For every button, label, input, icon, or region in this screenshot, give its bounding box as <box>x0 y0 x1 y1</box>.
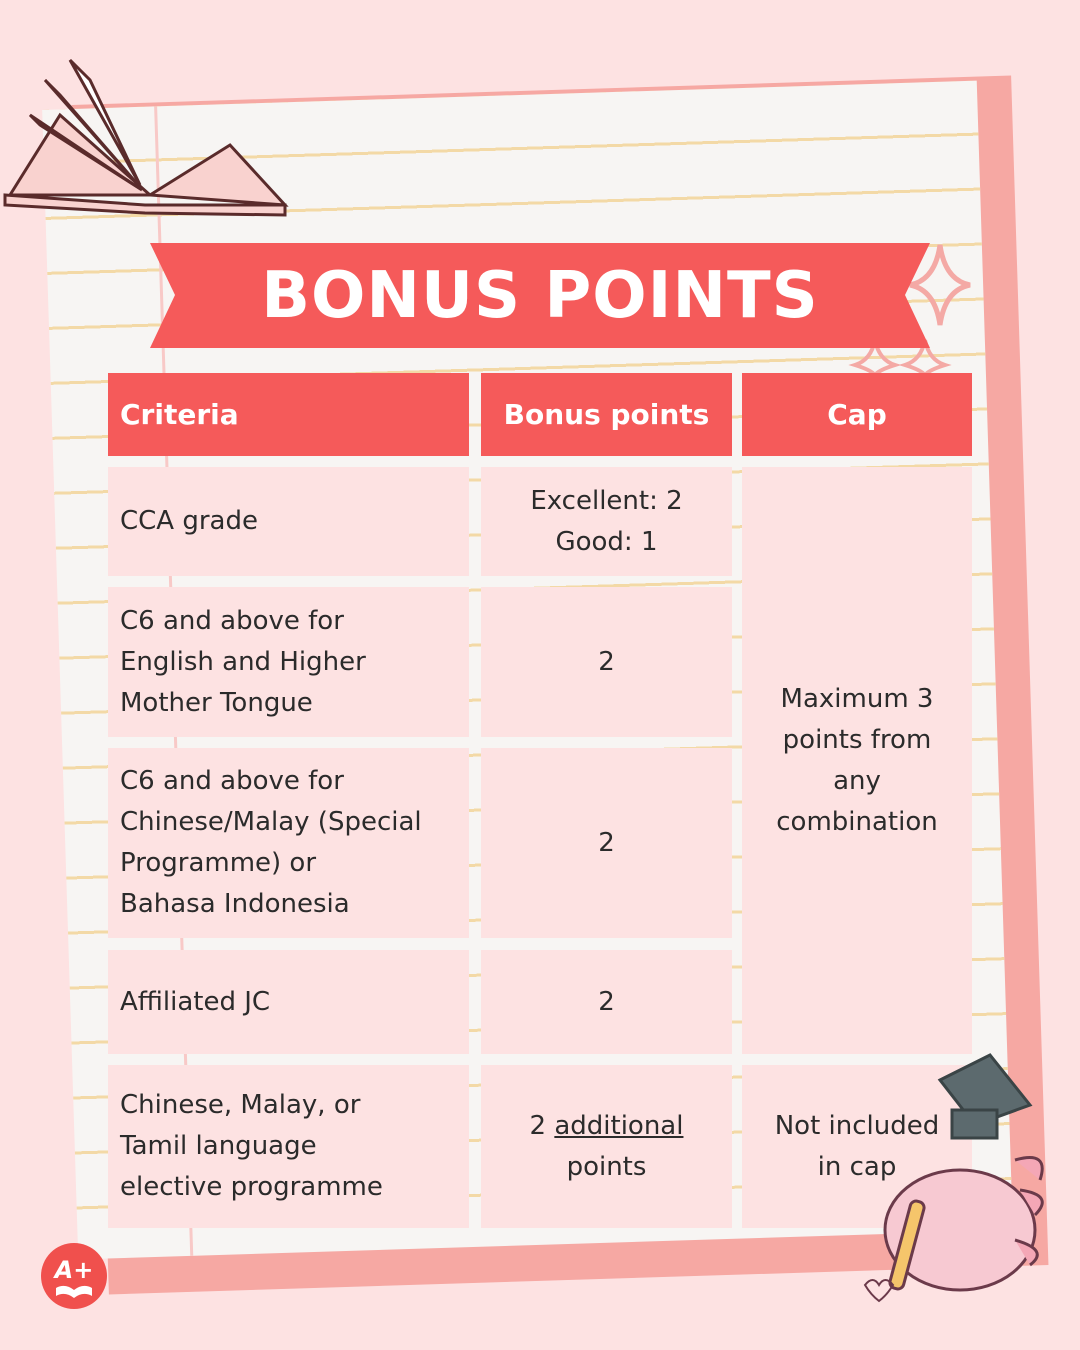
criteria-text: Chinese, Malay, or Tamil language elective programme <box>120 1090 383 1202</box>
table-row-bonus <box>481 467 732 576</box>
criteria-text: CCA grade <box>120 506 258 536</box>
table-row-criteria <box>108 950 469 1054</box>
criteria-text: C6 and above for English and Higher Mother Tongue <box>120 605 366 718</box>
shared-cap-cell <box>742 467 972 1054</box>
logo-text: A+ <box>54 1256 94 1284</box>
open-book-icon <box>0 55 290 225</box>
logo-icon <box>40 1242 108 1310</box>
table-row-bonus <box>481 748 732 938</box>
bonus-additional-word: additional <box>554 1110 684 1141</box>
cap-text: Not included in cap <box>774 1110 940 1182</box>
table-row-criteria <box>108 587 469 737</box>
criteria-text: C6 and above for Chinese/Malay (Special Programme) or Bahasa Indonesia <box>120 766 422 919</box>
table-row-bonus <box>481 950 732 1054</box>
bonus-number: 2 <box>529 1110 547 1141</box>
table-row-bonus <box>481 1065 732 1228</box>
table-row-bonus <box>481 587 732 737</box>
bonus-text: Excellent: 2 Good: 1 <box>530 485 683 557</box>
page-title: BONUS POINTS <box>261 258 819 333</box>
bonus-text <box>530 1106 684 1188</box>
header-cap: Cap <box>742 373 972 456</box>
bonus-text: 2 <box>598 646 615 677</box>
graduation-cap-icon <box>840 1050 1060 1310</box>
table-row-criteria <box>108 1065 469 1228</box>
bonus-text: 2 <box>598 827 615 858</box>
criteria-text: Affiliated JC <box>120 986 271 1017</box>
table-row-criteria <box>108 748 469 938</box>
bonus-unit: points <box>566 1151 647 1182</box>
header-criteria: Criteria <box>108 373 469 456</box>
table-row-criteria <box>108 467 469 576</box>
header-bonus-points: Bonus points <box>481 373 732 456</box>
bonus-text: 2 <box>598 986 615 1017</box>
shared-cap-text: Maximum 3 points from any combination <box>776 683 938 837</box>
